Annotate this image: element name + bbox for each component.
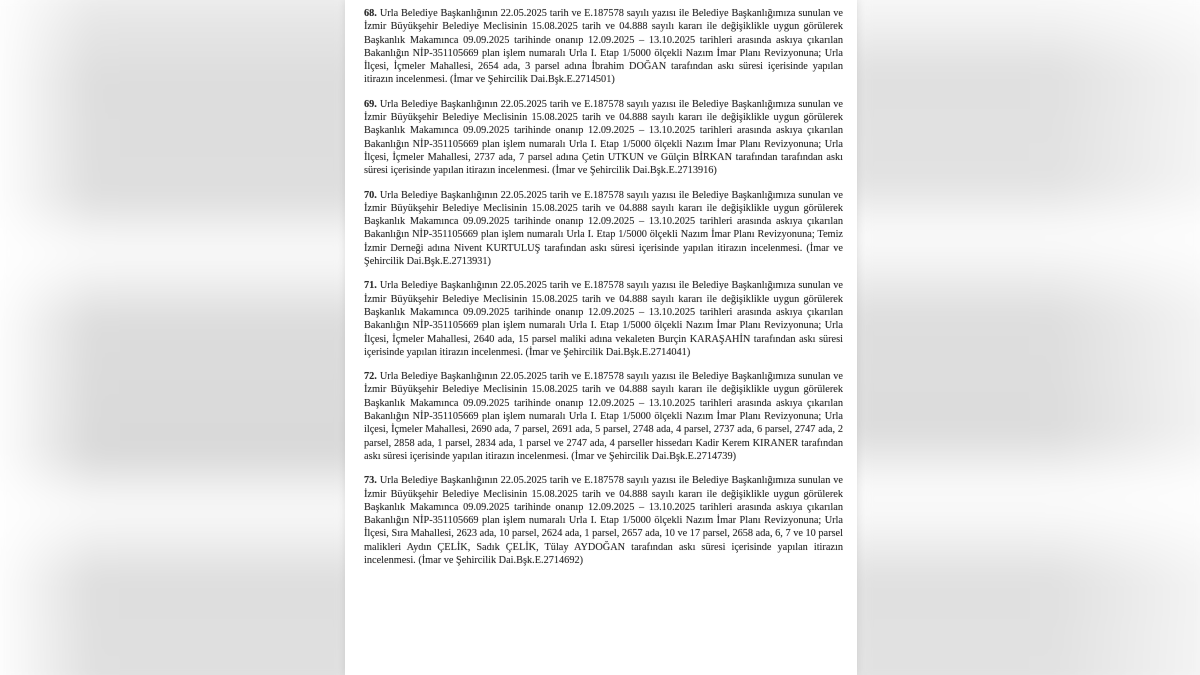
decision-paragraph-73 bbox=[364, 474, 843, 567]
document-page bbox=[345, 0, 857, 675]
decision-paragraph-70 bbox=[364, 189, 843, 269]
decision-paragraph-72 bbox=[364, 370, 843, 463]
blurred-backdrop-left bbox=[0, 0, 360, 675]
item-number: 68. bbox=[364, 8, 377, 19]
item-number: 69. bbox=[364, 98, 377, 110]
item-text: Urla Belediye Başkanlığının 22.05.2025 tarih ve E.187578 sayılı yazısı ile Belediye Başkanlığımıza sunulan ve İzmir Büyükşehir Belediye Meclisinin 15.08.2025 tarih ve 04.888 sayılı kararı ile değişiklikle uygun görülerek Başkanlık Makamınca 09.09.2025 tarihinde onanıp 12.09.2025 – 13.10.2025 tarihleri arasında askıya çıkarılan Bakanlığın NİP-351105669 plan işlem numaralı Urla I. Etap 1/5000 ölçekli Nazım İmar Planı Revizyonuna; Urla İlçesi, İçmeler Mahallesi, 2640 ada, 15 parsel maliki adına vekaleten Burçin KARAŞAHİN tarafından askı süresi içerisinde yapılan itirazın incelenmesi. (İmar ve Şehircilik Dai.Bşk.E.2714041) bbox=[364, 280, 843, 358]
blurred-backdrop-right bbox=[847, 0, 1200, 675]
item-text: Urla Belediye Başkanlığının 22.05.2025 tarih ve E.187578 sayılı yazısı ile Belediye Başkanlığımıza sunulan ve İzmir Büyükşehir Belediye Meclisinin 15.08.2025 tarih ve 04.888 sayılı kararı ile değişiklikle uygun görülerek Başkanlık Makamınca 09.09.2025 tarihinde onanıp 12.09.2025 – 13.10.2025 tarihleri arasında askıya çıkarılan Bakanlığın NİP-351105669 plan işlem numaralı Urla I. Etap 1/5000 ölçekli Nazım İmar Planı Revizyonuna; Urla İlçesi, İçmeler Mahallesi, 2737 ada, 7 parsel adına Çetin UTKUN ve Gülçin BİRKAN tarafından tarafından askı süresi içerisinde yapılan itirazın incelenmesi. (İmar ve Şehircilik Dai.Bşk.E.2713916) bbox=[364, 98, 843, 177]
item-text: Urla Belediye Başkanlığının 22.05.2025 tarih ve E.187578 sayılı yazısı ile Belediye Başkanlığımıza sunulan ve İzmir Büyükşehir Belediye Meclisinin 15.08.2025 tarih ve 04.888 sayılı kararı ile değişiklikle uygun görülerek Başkanlık Makamınca 09.09.2025 tarihinde onanıp 12.09.2025 – 13.10.2025 tarihleri arasında askıya çıkarılan Bakanlığın NİP-351105669 plan işlem numaralı Urla I. Etap 1/5000 ölçekli Nazım İmar Planı Revizyonuna; Urla İlçesi, Sıra Mahallesi, 2623 ada, 10 parsel, 2624 ada, 1 parsel, 2657 ada, 10 ve 17 parsel, 2658 ada, 6, 7 ve 10 parsel malikleri Aydın ÇELİK, Sadık ÇELİK, Tülay AYDOĞAN tarafından askı süresi içerisinde yapılan itirazın incelenmesi. (İmar ve Şehircilik Dai.Bşk.E.2714692) bbox=[364, 475, 843, 566]
item-number: 70. bbox=[364, 189, 377, 201]
item-text: Urla Belediye Başkanlığının 22.05.2025 tarih ve E.187578 sayılı yazısı ile Belediye Başkanlığımıza sunulan ve İzmir Büyükşehir Belediye Meclisinin 15.08.2025 tarih ve 04.888 sayılı kararı ile değişiklikle uygun görülerek Başkanlık Makamınca 09.09.2025 tarihinde onanıp 12.09.2025 – 13.10.2025 tarihleri arasında askıya çıkarılan Bakanlığın NİP-351105669 plan işlem numaralı Urla I. Etap 1/5000 ölçekli Nazım İmar Planı Revizyonuna; Urla İlçesi, İçmeler Mahallesi, 2654 ada, 3 parsel adına İbrahim DOĞAN tarafından askı süresi içerisinde yapılan itirazın incelenmesi. (İmar ve Şehircilik Dai.Bşk.E.2714501) bbox=[364, 8, 843, 86]
decision-paragraph-68 bbox=[364, 7, 843, 87]
decision-paragraph-71 bbox=[364, 279, 843, 359]
item-number: 73. bbox=[364, 475, 377, 487]
item-text: Urla Belediye Başkanlığının 22.05.2025 tarih ve E.187578 sayılı yazısı ile Belediye Başkanlığımıza sunulan ve İzmir Büyükşehir Belediye Meclisinin 15.08.2025 tarih ve 04.888 sayılı kararı ile değişiklikle uygun görülerek Başkanlık Makamınca 09.09.2025 tarihinde onanıp 12.09.2025 – 13.10.2025 tarihleri arasında askıya çıkarılan Bakanlığın NİP-351105669 plan işlem numaralı Urla I. Etap 1/5000 ölçekli Nazım İmar Planı Revizyonuna; Temiz İzmir Derneği adına Nivent KURTULUŞ tarafından askı süresi içerisinde yapılan itirazın incelenmesi. (İmar ve Şehircilik Dai.Bşk.E.2713931) bbox=[364, 189, 843, 268]
item-number: 72. bbox=[364, 371, 377, 383]
item-text: Urla Belediye Başkanlığının 22.05.2025 tarih ve E.187578 sayılı yazısı ile Belediye Başkanlığımıza sunulan ve İzmir Büyükşehir Belediye Meclisinin 15.08.2025 tarih ve 04.888 sayılı kararı ile değişiklikle uygun görülerek Başkanlık Makamınca 09.09.2025 tarihinde onanıp 12.09.2025 – 13.10.2025 tarihleri arasında askıya çıkarılan Bakanlığın NİP-351105669 plan işlem numaralı Urla I. Etap 1/5000 ölçekli Nazım İmar Planı Revizyonuna; Urla ilçesi, İçmeler Mahallesi, 2690 ada, 7 parsel, 2691 ada, 5 parsel, 2748 ada, 4 parsel, 2737 ada, 6 parsel, 2747 ada, 2 parsel, 2858 ada, 1 parsel, 2834 ada, 1 parsel ve 2747 ada, 4 parseller hissedarı Kadir Kerem KIRANER tarafından askı süresi içerisinde yapılan itirazın incelenmesi. (İmar ve Şehircilik Dai.Bşk.E.2714739) bbox=[364, 371, 843, 462]
decision-paragraph-69 bbox=[364, 98, 843, 178]
item-number: 71. bbox=[364, 280, 377, 292]
